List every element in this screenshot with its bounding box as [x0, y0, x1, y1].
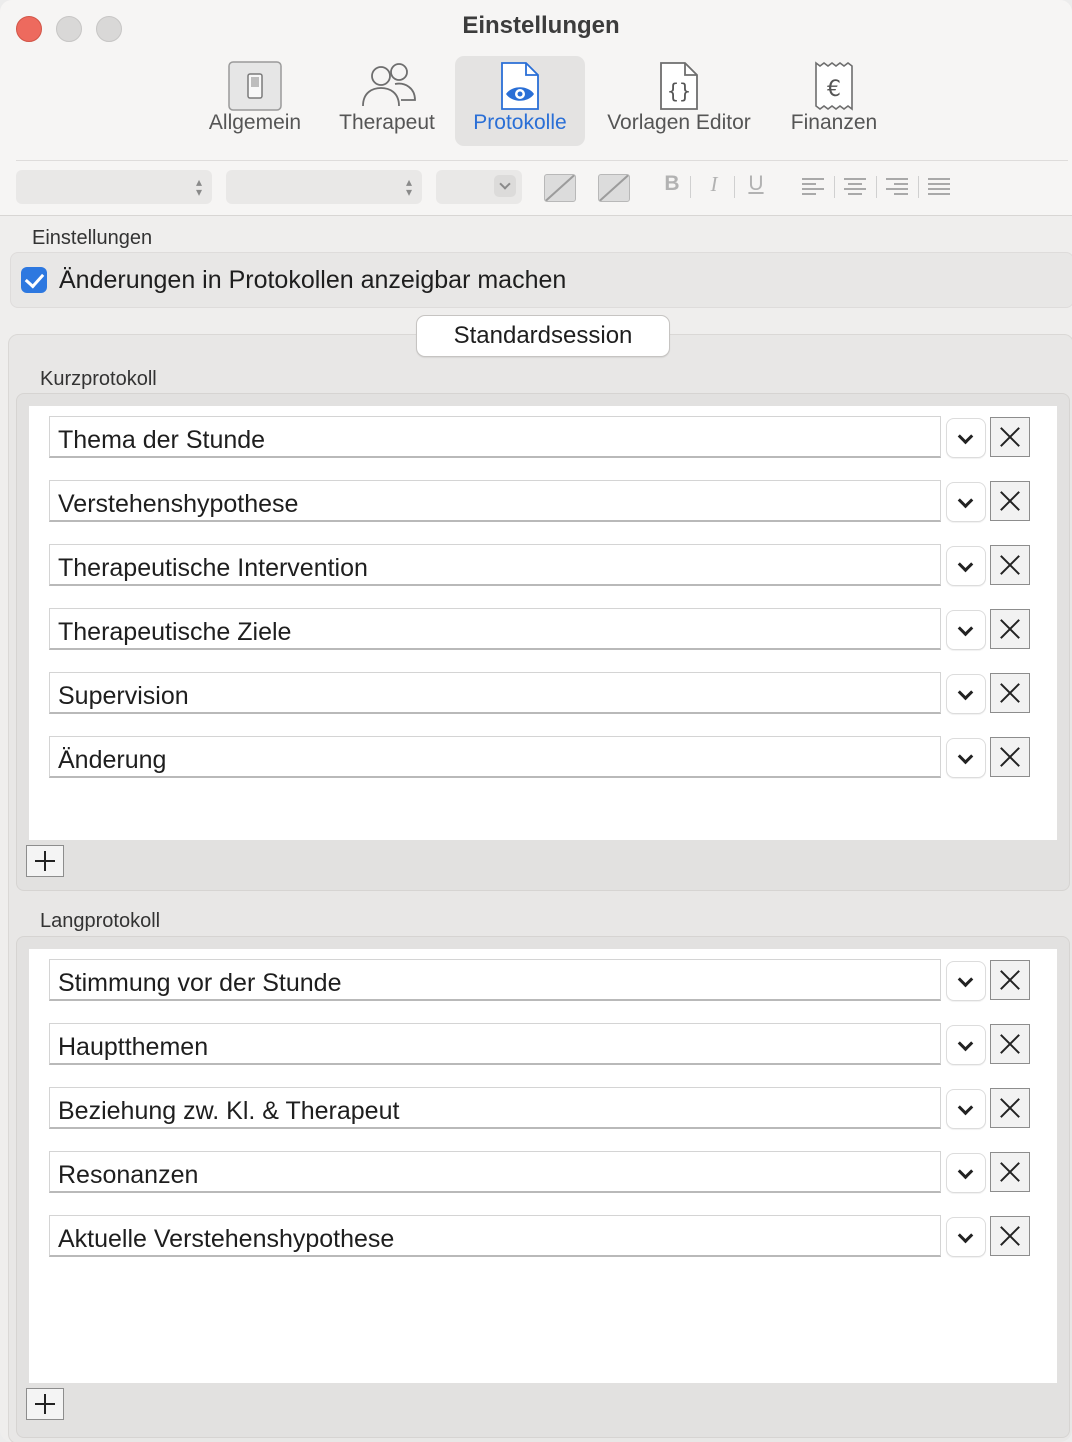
langprotokoll-box — [16, 936, 1070, 1438]
svg-text:€: € — [827, 77, 841, 102]
chevron-down-icon[interactable] — [946, 418, 986, 458]
text-color-swatch[interactable] — [544, 174, 576, 202]
people-icon — [359, 60, 415, 112]
stepper-arrows-icon: ▴ ▾ — [195, 175, 202, 199]
remove-item-button[interactable] — [990, 481, 1030, 521]
chevron-down-icon[interactable] — [946, 610, 986, 650]
background-color-swatch[interactable] — [598, 174, 630, 202]
tab-finanzen[interactable] — [780, 56, 888, 146]
toolbar-divider — [876, 176, 877, 198]
settings-section-label: Einstellungen — [32, 227, 153, 249]
tab-protokolle[interactable] — [455, 56, 585, 146]
remove-item-button[interactable] — [990, 1216, 1030, 1256]
show-changes-checkbox[interactable] — [21, 267, 47, 293]
font-style-select[interactable] — [226, 170, 422, 204]
italic-button[interactable]: I — [710, 172, 718, 196]
remove-item-button[interactable] — [990, 417, 1030, 457]
preferences-tabs — [0, 56, 1072, 148]
document-braces-icon — [651, 60, 707, 112]
toolbar-divider — [690, 176, 691, 198]
toolbar-divider — [734, 176, 735, 198]
svg-text:{}: {} — [666, 79, 692, 103]
align-center-icon[interactable] — [844, 178, 868, 196]
remove-item-button[interactable] — [990, 1152, 1030, 1192]
chevron-down-icon[interactable] — [946, 1217, 986, 1257]
list-item — [49, 736, 1033, 780]
kurzprotokoll-list — [29, 406, 1057, 840]
add-kurzprotokoll-item-button[interactable] — [26, 845, 64, 877]
remove-item-button[interactable] — [990, 737, 1030, 777]
tab-allgemein-label: Allgemein — [208, 111, 302, 134]
langprotokoll-field[interactable]: Beziehung zw. Kl. & Therapeut — [49, 1087, 941, 1129]
chevron-down-icon[interactable] — [946, 1153, 986, 1193]
list-item — [49, 1151, 1033, 1195]
kurzprotokoll-field[interactable]: Therapeutische Ziele — [49, 608, 941, 650]
chevron-down-icon[interactable] — [946, 1025, 986, 1065]
remove-item-button[interactable] — [990, 609, 1030, 649]
standardsession-button[interactable]: Standardsession — [416, 315, 670, 357]
window-title: Einstellungen — [462, 12, 620, 39]
add-langprotokoll-item-button[interactable] — [26, 1388, 64, 1420]
tab-vorlagen-editor-label: Vorlagen Editor — [607, 111, 751, 134]
document-eye-icon — [492, 60, 548, 112]
tab-finanzen-label: Finanzen — [790, 111, 878, 134]
chevron-down-icon[interactable] — [946, 546, 986, 586]
langprotokoll-field[interactable]: Resonanzen — [49, 1151, 941, 1193]
chevron-down-icon[interactable] — [946, 482, 986, 522]
underline-button[interactable]: U — [748, 172, 764, 195]
list-item — [49, 672, 1033, 716]
font-family-select[interactable] — [16, 170, 212, 204]
tab-allgemein[interactable] — [196, 56, 314, 146]
align-right-icon[interactable] — [886, 178, 910, 196]
kurzprotokoll-field[interactable]: Änderung — [49, 736, 941, 778]
kurzprotokoll-box — [16, 393, 1070, 891]
remove-item-button[interactable] — [990, 960, 1030, 1000]
remove-item-button[interactable] — [990, 673, 1030, 713]
toolbar-divider — [918, 176, 919, 198]
langprotokoll-list — [29, 949, 1057, 1383]
title-bar — [0, 0, 1072, 216]
align-justify-icon[interactable] — [928, 178, 952, 196]
tab-protokolle-label: Protokolle — [473, 111, 567, 134]
list-item — [49, 416, 1033, 460]
bold-button[interactable]: B — [664, 172, 680, 195]
list-item — [49, 544, 1033, 588]
chevron-down-icon[interactable] — [946, 1089, 986, 1129]
show-changes-label: Änderungen in Protokollen anzeigbar machen — [59, 266, 567, 294]
stepper-arrows-icon: ▴ ▾ — [405, 175, 412, 199]
kurzprotokoll-field[interactable]: Verstehenshypothese — [49, 480, 941, 522]
toolbar-separator — [16, 160, 1068, 161]
tab-vorlagen-editor[interactable] — [594, 56, 764, 146]
font-size-select[interactable] — [436, 170, 522, 204]
remove-item-button[interactable] — [990, 545, 1030, 585]
list-item — [49, 608, 1033, 652]
chevron-down-icon[interactable] — [946, 738, 986, 778]
toolbar-divider — [834, 176, 835, 198]
kurzprotokoll-field[interactable]: Thema der Stunde — [49, 416, 941, 458]
chevron-down-icon[interactable] — [946, 961, 986, 1001]
langprotokoll-field[interactable]: Hauptthemen — [49, 1023, 941, 1065]
list-item — [49, 1087, 1033, 1131]
list-item — [49, 959, 1033, 1003]
kurzprotokoll-field[interactable]: Supervision — [49, 672, 941, 714]
settings-box — [10, 252, 1072, 308]
remove-item-button[interactable] — [990, 1088, 1030, 1128]
tab-therapeut[interactable] — [326, 56, 448, 146]
chevron-down-icon[interactable] — [946, 674, 986, 714]
chevron-down-icon — [494, 175, 516, 197]
kurzprotokoll-label: Kurzprotokoll — [40, 368, 157, 390]
switch-icon — [227, 60, 283, 112]
langprotokoll-field[interactable]: Stimmung vor der Stunde — [49, 959, 941, 1001]
list-item — [49, 480, 1033, 524]
kurzprotokoll-field[interactable]: Therapeutische Intervention — [49, 544, 941, 586]
tab-therapeut-label: Therapeut — [339, 111, 435, 134]
remove-item-button[interactable] — [990, 1024, 1030, 1064]
langprotokoll-label: Langprotokoll — [40, 910, 161, 932]
list-item — [49, 1023, 1033, 1067]
list-item — [49, 1215, 1033, 1259]
langprotokoll-field[interactable]: Aktuelle Verstehenshypothese — [49, 1215, 941, 1257]
receipt-euro-icon — [806, 60, 862, 112]
align-left-icon[interactable] — [802, 178, 826, 196]
